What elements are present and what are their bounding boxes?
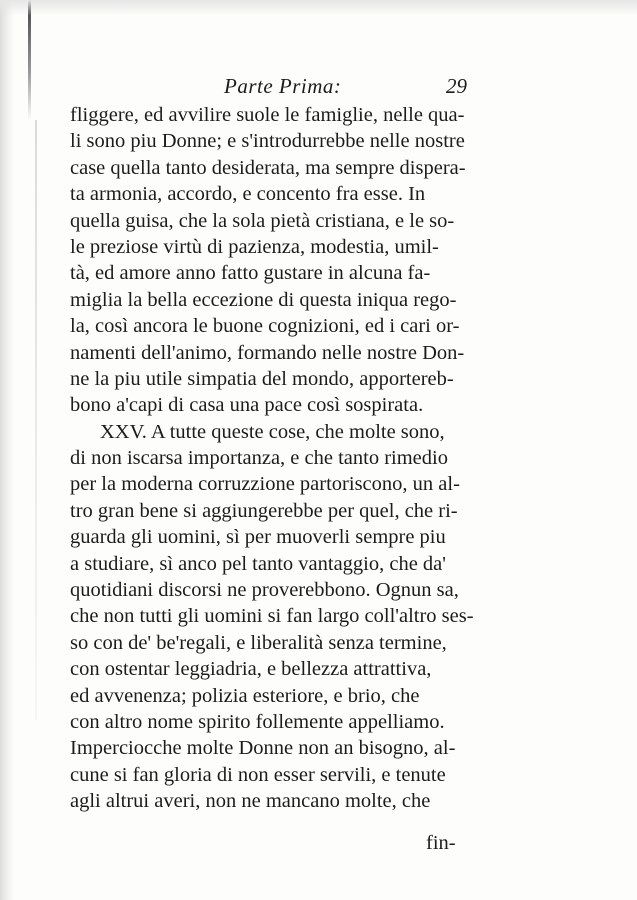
binding-shadow: [35, 120, 37, 720]
text-line: con altro nome spirito follemente appelliamo.: [70, 710, 445, 733]
text-line: quotidiani discorsi ne proverebbono. Ognun sa,: [70, 579, 459, 602]
catchword: fin-: [426, 832, 456, 854]
text-line: per la moderna corruzzione partoriscono, un al-: [70, 473, 460, 496]
text-line: so con de' be'regali, e liberalità senza termine,: [70, 631, 447, 654]
page-gutter-shadow: [0, 0, 14, 900]
page-number: 29: [446, 74, 467, 98]
text-line: cune si fan gloria di non esser servili, e tenute: [70, 763, 446, 786]
text-line: Imperciocche molte Donne non an bisogno, al-: [70, 737, 456, 760]
text-line: le preziose virtù di pazienza, modestia, umil-: [70, 235, 439, 258]
text-line: che non tutti gli uomini si fan largo coll'altro ses-: [70, 605, 474, 628]
body-text: [70, 102, 490, 815]
text-line: con ostentar leggiadria, e bellezza attrattiva,: [70, 658, 432, 681]
paragraph-start-line: XXV. A tutte queste cose, che molte sono,: [100, 420, 445, 443]
text-line: ed avvenenza; polizia esteriore, e brio, che: [70, 684, 420, 707]
text-line: tro gran bene si aggiungerebbe per quel, che ri-: [70, 499, 458, 522]
text-line: namenti dell'animo, formando nelle nostre Don-: [70, 341, 465, 364]
text-line: li sono piu Donne; e s'introdurrebbe nelle nostre: [70, 130, 465, 153]
binding-mark: [28, 0, 31, 120]
text-line: guarda gli uomini, sì per muoverli sempre piu: [70, 526, 446, 549]
text-line: ta armonia, accordo, e concento fra esse. In: [70, 183, 426, 206]
text-line: a studiare, sì anco pel tanto vantaggio, che da': [70, 552, 446, 575]
text-line: quella guisa, che la sola pietà cristiana, e le so-: [70, 209, 455, 232]
running-head: [0, 74, 637, 100]
text-line: tà, ed amore anno fatto gustare in alcuna fa-: [70, 262, 431, 285]
text-line: bono a'capi di casa una pace così sospirata.: [70, 394, 424, 417]
text-line: miglia la bella eccezione di questa iniqua rego-: [70, 288, 457, 311]
text-line: case quella tanto desiderata, ma sempre dispera-: [70, 156, 466, 179]
running-head-title: Parte Prima:: [224, 74, 342, 98]
text-line: ne la piu utile simpatia del mondo, apportereb-: [70, 367, 454, 390]
text-line: agli altrui averi, non ne mancano molte, che: [70, 790, 431, 813]
text-line: fliggere, ed avvilire suole le famiglie, nelle qua-: [70, 104, 465, 126]
text-line: la, così ancora le buone cognizioni, ed i cari or-: [70, 315, 460, 338]
text-line: di non iscarsa importanza, e che tanto rimedio: [70, 447, 448, 470]
scan-edge: [0, 0, 637, 16]
